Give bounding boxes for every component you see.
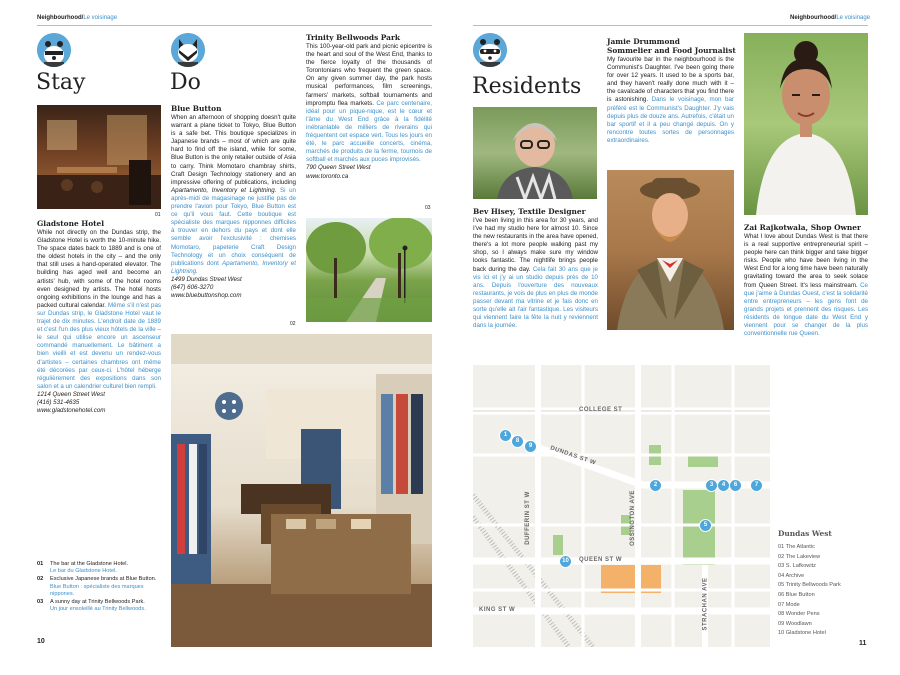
do-address: 1499 Dundas Street West: [171, 275, 242, 283]
photo-num-01: 01: [155, 212, 161, 218]
do-phone: (647) 606-3270: [171, 283, 214, 291]
jamie-body: [607, 56, 734, 145]
bev-name: Bev Hisey, Textile Designer: [473, 207, 586, 216]
header-right: Neighbourhood/Le voisinage: [790, 15, 871, 21]
stay-body-en: While not directly on the Dundas strip, the Gladstone Hotel is worth the 10-minute hike. The space dates back to 1889 and is one of the oldest hotels in the city – and the only that still uses a hand-operated elevator. The building has aged well and become an artists' hub, with some of the hotel rooms even designed by artists. The hotel hosts ongoing exhibitions in the lounge and has a packed cultural calendar.: [37, 229, 161, 309]
header-rule-left: [37, 25, 432, 26]
caption-02-num: 02: [37, 576, 44, 583]
legend-item: 03 S. Lafkowitz: [778, 563, 816, 570]
park-body-fr: Ce parc centenaire, idéal pour un pique-nique, est le cœur et l'âme du West End grâce à la fidélité inébranlable de milliers de riverains qui fréquentent cet espace vert. Tous les jours en été, le parc accueille concerts, cinéma, marchés de produits de la ferme, tournois de softball et marchés aux puces improvisés.: [306, 99, 432, 164]
legend-item: 09 Woodlawn: [778, 620, 812, 627]
bev-body-fr: Cela fait 30 ans que je vis ici et j'y ai un studio depuis près de 10 ans. Depuis l'ouverture des nouveaux restaurants, je vois de plus en plus de monde passer devant ma vitrine et je fais donc en sorte qu'elle ait l'air fantastique. Les visiteurs qui viennent faire la fête la nuit y reviennent dans la journée.: [473, 265, 598, 330]
page-number-left: 10: [37, 638, 45, 645]
street-ossington: OSSINGTON AVE: [629, 490, 636, 546]
jamie-drummond-portrait: [607, 170, 734, 330]
caption-01: [37, 561, 162, 575]
map-pin-2[interactable]: 2: [649, 479, 662, 492]
do-heading: Do: [170, 70, 201, 95]
header-right-fr: Le voisinage: [836, 15, 871, 21]
stay-phone: (416) 531-4635: [37, 398, 80, 406]
caption-01-num: 01: [37, 561, 44, 567]
do-body-fr: Si un après-midi de magasinage ne justifie pas de prendre l'avion pour Tokyo, Blue Button est ce qu'il vous faut. Cette boutique est spécialiste des marques nipponnes difficiles à trouver en dehors du pays et dont elle semble avoir l'exclusivité : chemises Momotaro, papeterie Craft Design Technology et un choix conséquent de publications dont: [171, 186, 297, 267]
raccoon-badge-icon: [473, 33, 507, 67]
legend-item: 02 The Lakeview: [778, 553, 821, 560]
legend-item: 10 Gladstone Hotel: [778, 630, 826, 637]
page-number-right: 11: [859, 640, 867, 647]
zai-body-en: What I love about Dundas West is that there is a real supportive entrepreneurial spirit – people here can think bigger and take bigger risks. People who have been living in the West End for a long time have been naturally gravitating toward the area to seek solace from Queen Street. It's less mainstream.: [744, 233, 868, 289]
map-legend: [778, 543, 873, 639]
jamie-name: Jamie Drummond: [607, 37, 680, 46]
bev-body-en: I've been living in this area for 30 years, and I've had my studio here for almost 10. Since the new restaurants in the area have opened, there's a lot more people walking past my shop, so I always make sure my window looks fantastic. The nightlife brings people back during the day.: [473, 217, 598, 273]
stay-web[interactable]: www.gladstonehotel.com: [37, 407, 106, 415]
header-rule-right: [473, 25, 868, 26]
street-king: KING ST W: [479, 607, 516, 613]
caption-02-en: Exclusive Japanese brands at Blue Button.: [50, 576, 157, 583]
map-pin-1[interactable]: 1: [499, 429, 512, 442]
jamie-body-fr: Dans le voisinage, mon bar préféré est le Communist's Daughter. J'y vais depuis plus de douze ans. Autrefois, c'était un bar sportif et il a peu changé depuis. On y rencontre toutes sortes de personnages extraordinaires.: [607, 96, 734, 144]
header-right-title: Neighbourhood: [790, 15, 835, 21]
bev-body: [473, 217, 598, 330]
park-address: 790 Queen Street West: [306, 164, 371, 172]
captions: [37, 561, 162, 613]
caption-03: [37, 599, 162, 613]
caption-03-num: 03: [37, 599, 44, 606]
map-pin-7[interactable]: 7: [750, 479, 763, 492]
caption-03-fr: Un jour ensoleillé au Trinity Bellwoods.: [50, 606, 146, 613]
do-body-en: When an afternoon of shopping doesn't quite warrant a plane ticket to Tokyo, Blue Button is a safe bet. This boutique specializes in Japanese brands – most of which are quite hard to find off the island, while for some, Blue Button is the only retailer outside of Asia to carry. Think Momotaro chambray shirts, Craft Design Technology stationery and an impressive offering of publications, including: [171, 114, 296, 186]
neighbourhood-map[interactable]: [473, 365, 770, 647]
map-pin-3[interactable]: 3: [705, 479, 718, 492]
gladstone-bar-photo: [37, 105, 161, 209]
jamie-body-en: My favourite bar in the neighbourhood is the Communist's Daughter. I've been going there for over 12 years. It used to be a sports bar, and they haven't really done much with it – the cavalcade of characters that you find there is astonishing.: [607, 56, 734, 104]
stay-body-fr: Même s'il n'est pas sur Dundas strip, le Gladstone Hotel vaut le trajet de dix minutes. L'endroit date de 1889 et c'est l'un des plus vieux hôtels de la ville – le seul qui utilise encore un ascenseur commandé manuellement. Le bâtiment a bien vieilli et est devenu un rendez-vous d'artistes – certaines chambres ont même été décorées par ceux-ci. L'hôtel héberge régulièrement des expositions dans son salon et a un calendrier culturel bien rempli.: [37, 301, 161, 390]
fox-badge-icon: [171, 33, 205, 67]
jamie-title: Sommelier and Food Journalist: [607, 46, 736, 55]
map-pin-8[interactable]: 8: [511, 435, 524, 448]
legend-item: 01 The Atlantic: [778, 544, 815, 550]
legend-title: Dundas West: [778, 529, 832, 538]
street-strachan: STRACHAN AVE: [702, 577, 709, 631]
photo-num-03: 03: [425, 205, 431, 211]
park-name: Trinity Bellwoods Park: [306, 33, 400, 42]
legend-item: 07 Mode: [778, 601, 800, 608]
caption-03-en: A sunny day at Trinity Bellwoods Park.: [50, 599, 145, 606]
do-web[interactable]: www.bluebuttonshop.com: [171, 292, 242, 300]
do-body-fr-ital: Apartamento, Inventory et Lightning.: [171, 259, 296, 275]
caption-01-en: The bar at the Gladstone Hotel.: [50, 561, 129, 567]
stay-name: Gladstone Hotel: [37, 219, 105, 228]
map-pin-4[interactable]: 4: [717, 479, 730, 492]
header-left-title: Neighbourhood: [37, 15, 82, 21]
caption-01-fr: Le bar du Gladstone Hotel.: [50, 568, 117, 575]
map-pin-6[interactable]: 6: [729, 479, 742, 492]
park-body-en: This 100-year-old park and picnic epicentre is the heart and soul of the West End, thanks to the fierce loyalty of the thousands of Torontonians who frequent the green space. On any given summer day, the park hosts musical performances, film screenings, farmers' markets, softball tournaments and impromptu flea markets.: [306, 43, 432, 107]
legend-item: 06 Blue Button: [778, 591, 815, 598]
stay-body: [37, 229, 161, 415]
blue-button-shop-photo: [171, 334, 432, 647]
header-left: Neighbourhood/Le voisinage: [37, 15, 118, 21]
photo-num-02: 02: [290, 321, 296, 327]
stay-heading: Stay: [36, 70, 86, 95]
zai-body: [744, 233, 868, 338]
caption-02: [37, 576, 162, 598]
legend-item: 08 Wonder Pens: [778, 611, 820, 618]
street-dundas: DUNDAS ST W: [549, 445, 597, 467]
zai-rajkotwala-portrait: [744, 33, 868, 215]
street-queen: QUEEN ST W: [579, 557, 623, 563]
map-pin-9[interactable]: 9: [524, 440, 537, 453]
header-left-fr: Le voisinage: [83, 15, 118, 21]
map-pin-5[interactable]: 5: [699, 519, 712, 532]
bear-badge-icon: [37, 33, 71, 67]
map-pin-10[interactable]: 10: [559, 555, 572, 568]
park-body: [306, 43, 432, 181]
park-web[interactable]: www.toronto.ca: [306, 172, 349, 180]
caption-02-fr: Blue Button : spécialiste des marques nippones.: [50, 583, 144, 597]
zai-body-fr: Ce que j'aime à Dundas Ouest, c'est la solidarité entre entrepreneurs – les gens font de grands projets et prennent des risques. Les résidents de longue date du West End y viennent pour se changer de la plus conventionnelle rue Queen.: [744, 281, 868, 338]
residents-heading: Residents: [472, 74, 582, 99]
do-name: Blue Button: [171, 104, 222, 113]
legend-item: 05 Trinity Bellwoods Park: [778, 582, 841, 589]
do-body-en-ital: Apartamento, Inventory et Lightning.: [171, 186, 277, 194]
legend-item: 04 Archive: [778, 572, 805, 579]
street-college: COLLEGE ST: [579, 407, 623, 413]
trinity-park-photo: [306, 218, 432, 322]
stay-address: 1214 Queen Street West: [37, 390, 105, 398]
bev-hisey-portrait: [473, 107, 597, 199]
street-dufferin: DUFFERIN ST W: [524, 491, 531, 545]
zai-name: Zai Rajkotwala, Shop Owner: [744, 223, 861, 232]
do-body: [171, 114, 296, 300]
